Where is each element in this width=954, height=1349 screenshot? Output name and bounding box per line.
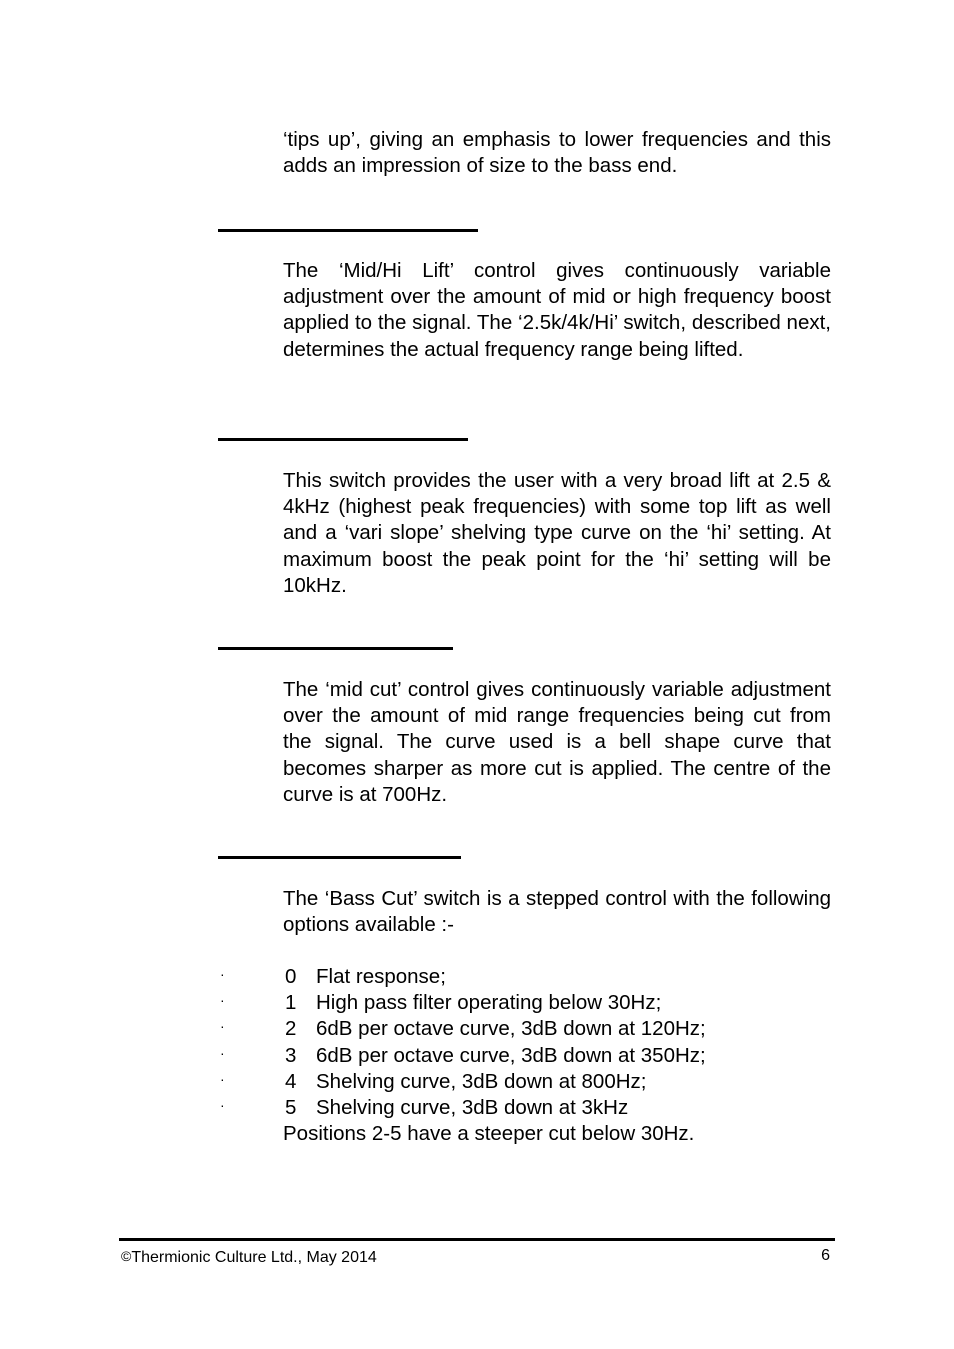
paragraph-mid-cut: The ‘mid cut’ control gives continuously variable adjustment over the amount of mid range frequencies being cut from the signal. The curve used is a bell shape curve that becomes sharper as more cut is applied. The centre of the curve is at 700Hz. (283, 678, 831, 806)
footer-copyright (121, 1246, 377, 1268)
section-rule-bass-cut (218, 856, 461, 859)
paragraph-mid-hi-lift: The ‘Mid/Hi Lift’ control gives continuously variable adjustment over the amount of mid or high frequency boost applied to the signal. The ‘2.5k/4k/Hi’ switch, described next, determines the actual frequency range being lifted. (283, 259, 831, 361)
list-item (218, 990, 838, 1016)
section-rule-mid-hi-lift (218, 229, 478, 232)
option-text: 6dB per octave curve, 3dB down at 120Hz; (316, 1017, 706, 1041)
option-text: Flat response; (316, 965, 446, 988)
option-text: 6dB per octave curve, 3dB down at 350Hz; (316, 1043, 706, 1067)
bullet-icon: · (220, 1044, 225, 1061)
option-text: Shelving curve, 3dB down at 3kHz (316, 1095, 629, 1119)
page-number: 6 (821, 1247, 830, 1264)
option-number: 3 (285, 1043, 297, 1067)
option-number: 2 (285, 1017, 297, 1041)
list-item (218, 1043, 838, 1069)
paragraph-tips-up: ‘tips up’, giving an emphasis to lower frequencies and this adds an impression of size to the bass end. (283, 128, 831, 178)
copyright-icon: © (121, 1248, 132, 1264)
section-rule-mid-cut (218, 647, 453, 650)
bullet-icon: · (220, 966, 225, 982)
option-number: 4 (285, 1069, 297, 1093)
bullet-icon: · (220, 1096, 225, 1113)
list-item (218, 964, 838, 990)
bass-cut-options-list (218, 964, 838, 1121)
section-rule-frequency-switch (218, 438, 468, 441)
paragraph-bass-cut: The ‘Bass Cut’ switch is a stepped control with the following options available :- (283, 887, 831, 937)
option-text: High pass filter operating below 30Hz; (316, 991, 662, 1015)
footer-text: Thermionic Culture Ltd., May 2014 (131, 1249, 377, 1266)
bullet-icon: · (220, 992, 225, 1009)
bullet-icon: · (220, 1070, 225, 1087)
list-item (218, 1069, 838, 1095)
bullet-icon: · (220, 1018, 225, 1035)
option-number: 5 (285, 1095, 297, 1119)
list-item (218, 1016, 838, 1042)
option-text: Shelving curve, 3dB down at 800Hz; (316, 1069, 647, 1093)
paragraph-frequency-switch: This switch provides the user with a very broad lift at 2.5 & 4kHz (highest peak frequencies) with some top lift as well and a ‘vari slope’ shelving type curve on the ‘hi’ setting. At maximum boost the peak point for the ‘hi’ setting will be 10kHz. (283, 469, 831, 597)
option-number: 1 (285, 991, 297, 1015)
footer-rule (119, 1238, 835, 1241)
option-number: 0 (285, 965, 297, 988)
list-item (218, 1095, 838, 1121)
positions-note: Positions 2-5 have a steeper cut below 30Hz. (283, 1122, 695, 1145)
